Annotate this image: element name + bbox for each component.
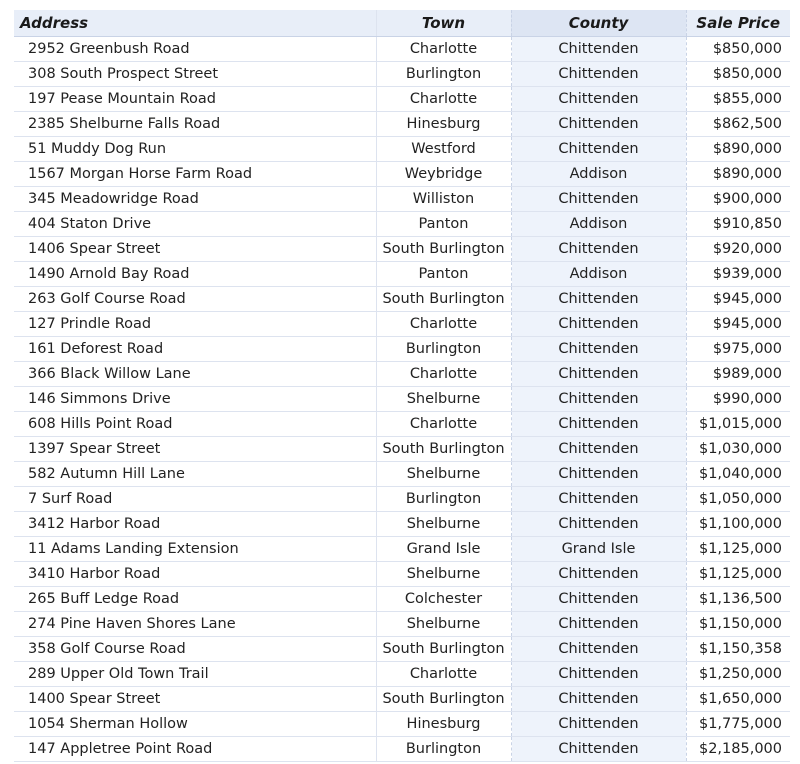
cell-town: Burlington [376,337,511,362]
cell-address: 404 Staton Drive [14,212,376,237]
cell-county: Chittenden [511,312,686,337]
table-row [14,487,790,512]
cell-address: 7 Surf Road [14,487,376,512]
cell-sale-price: $1,015,000 [686,412,790,437]
cell-county: Grand Isle [511,537,686,562]
table-row [14,212,790,237]
cell-address: 1400 Spear Street [14,687,376,712]
table-row [14,387,790,412]
cell-town: Shelburne [376,387,511,412]
table-row [14,162,790,187]
cell-town: Shelburne [376,612,511,637]
cell-town: Charlotte [376,37,511,62]
cell-county: Chittenden [511,712,686,737]
cell-county: Chittenden [511,187,686,212]
cell-sale-price: $890,000 [686,137,790,162]
cell-sale-price: $1,030,000 [686,437,790,462]
cell-address: 308 South Prospect Street [14,62,376,87]
table-row [14,437,790,462]
home-sales-table [14,10,790,762]
cell-address: 197 Pease Mountain Road [14,87,376,112]
cell-county: Chittenden [511,237,686,262]
cell-address: 161 Deforest Road [14,337,376,362]
cell-county: Chittenden [511,387,686,412]
cell-county: Chittenden [511,287,686,312]
cell-county: Addison [511,162,686,187]
cell-county: Addison [511,262,686,287]
cell-town: Burlington [376,737,511,762]
cell-sale-price: $1,125,000 [686,562,790,587]
cell-address: 3412 Harbor Road [14,512,376,537]
table-row [14,662,790,687]
cell-sale-price: $1,150,358 [686,637,790,662]
table-row [14,287,790,312]
cell-county: Chittenden [511,37,686,62]
cell-address: 345 Meadowridge Road [14,187,376,212]
cell-sale-price: $890,000 [686,162,790,187]
cell-address: 265 Buff Ledge Road [14,587,376,612]
cell-sale-price: $1,775,000 [686,712,790,737]
cell-address: 274 Pine Haven Shores Lane [14,612,376,637]
cell-address: 2385 Shelburne Falls Road [14,112,376,137]
cell-address: 582 Autumn Hill Lane [14,462,376,487]
sales-table-container [14,10,790,762]
table-row [14,87,790,112]
cell-address: 1054 Sherman Hollow [14,712,376,737]
table-row [14,462,790,487]
table-row [14,237,790,262]
table-row [14,262,790,287]
cell-county: Chittenden [511,587,686,612]
table-row [14,187,790,212]
cell-town: South Burlington [376,287,511,312]
cell-address: 1397 Spear Street [14,437,376,462]
cell-county: Chittenden [511,512,686,537]
cell-address: 358 Golf Course Road [14,637,376,662]
cell-town: Williston [376,187,511,212]
cell-sale-price: $975,000 [686,337,790,362]
cell-sale-price: $855,000 [686,87,790,112]
table-row [14,137,790,162]
cell-county: Chittenden [511,737,686,762]
table-row [14,587,790,612]
header-row [14,10,790,37]
cell-town: Charlotte [376,662,511,687]
cell-sale-price: $990,000 [686,387,790,412]
cell-town: Grand Isle [376,537,511,562]
cell-sale-price: $989,000 [686,362,790,387]
cell-town: Shelburne [376,562,511,587]
cell-county: Chittenden [511,462,686,487]
table-row [14,637,790,662]
table-row [14,712,790,737]
cell-town: South Burlington [376,237,511,262]
cell-county: Chittenden [511,637,686,662]
table-body [14,37,790,762]
table-row [14,412,790,437]
cell-address: 146 Simmons Drive [14,387,376,412]
cell-address: 263 Golf Course Road [14,287,376,312]
table-row [14,362,790,387]
table-row [14,37,790,62]
cell-address: 147 Appletree Point Road [14,737,376,762]
column-header-county[interactable]: County [511,10,686,37]
cell-sale-price: $850,000 [686,37,790,62]
cell-address: 608 Hills Point Road [14,412,376,437]
table-row [14,337,790,362]
cell-town: Colchester [376,587,511,612]
cell-sale-price: $945,000 [686,287,790,312]
cell-address: 366 Black Willow Lane [14,362,376,387]
cell-county: Chittenden [511,487,686,512]
cell-sale-price: $1,150,000 [686,612,790,637]
table-row [14,537,790,562]
cell-address: 2952 Greenbush Road [14,37,376,62]
cell-county: Chittenden [511,562,686,587]
cell-town: Burlington [376,62,511,87]
cell-sale-price: $2,185,000 [686,737,790,762]
cell-address: 127 Prindle Road [14,312,376,337]
cell-town: Shelburne [376,462,511,487]
cell-address: 51 Muddy Dog Run [14,137,376,162]
cell-town: Hinesburg [376,712,511,737]
table-row [14,312,790,337]
cell-town: Panton [376,262,511,287]
cell-address: 11 Adams Landing Extension [14,537,376,562]
cell-county: Chittenden [511,137,686,162]
cell-county: Chittenden [511,362,686,387]
cell-county: Addison [511,212,686,237]
cell-county: Chittenden [511,337,686,362]
cell-county: Chittenden [511,687,686,712]
cell-sale-price: $939,000 [686,262,790,287]
table-row [14,612,790,637]
cell-address: 3410 Harbor Road [14,562,376,587]
cell-county: Chittenden [511,87,686,112]
cell-sale-price: $850,000 [686,62,790,87]
cell-county: Chittenden [511,437,686,462]
cell-town: Charlotte [376,87,511,112]
table-row [14,562,790,587]
cell-town: Hinesburg [376,112,511,137]
cell-town: Burlington [376,487,511,512]
column-header-town[interactable]: Town [376,10,511,37]
table-row [14,737,790,762]
cell-town: Shelburne [376,512,511,537]
table-row [14,112,790,137]
table-header [14,10,790,37]
cell-sale-price: $862,500 [686,112,790,137]
cell-sale-price: $910,850 [686,212,790,237]
column-header-address[interactable]: Address [14,10,376,37]
table-row [14,687,790,712]
cell-town: South Burlington [376,637,511,662]
cell-county: Chittenden [511,112,686,137]
cell-town: South Burlington [376,687,511,712]
cell-town: Charlotte [376,312,511,337]
cell-sale-price: $900,000 [686,187,790,212]
cell-sale-price: $1,100,000 [686,512,790,537]
cell-sale-price: $1,040,000 [686,462,790,487]
cell-town: Charlotte [376,412,511,437]
table-row [14,62,790,87]
cell-sale-price: $1,050,000 [686,487,790,512]
cell-county: Chittenden [511,612,686,637]
cell-sale-price: $945,000 [686,312,790,337]
cell-address: 1490 Arnold Bay Road [14,262,376,287]
table-row [14,512,790,537]
cell-town: Westford [376,137,511,162]
cell-address: 1567 Morgan Horse Farm Road [14,162,376,187]
cell-sale-price: $1,125,000 [686,537,790,562]
cell-county: Chittenden [511,62,686,87]
column-header-sale-price[interactable]: Sale Price [686,10,790,37]
cell-town: South Burlington [376,437,511,462]
cell-sale-price: $920,000 [686,237,790,262]
cell-address: 1406 Spear Street [14,237,376,262]
cell-sale-price: $1,650,000 [686,687,790,712]
cell-town: Weybridge [376,162,511,187]
cell-address: 289 Upper Old Town Trail [14,662,376,687]
cell-county: Chittenden [511,662,686,687]
cell-sale-price: $1,136,500 [686,587,790,612]
cell-sale-price: $1,250,000 [686,662,790,687]
cell-town: Charlotte [376,362,511,387]
cell-county: Chittenden [511,412,686,437]
cell-town: Panton [376,212,511,237]
